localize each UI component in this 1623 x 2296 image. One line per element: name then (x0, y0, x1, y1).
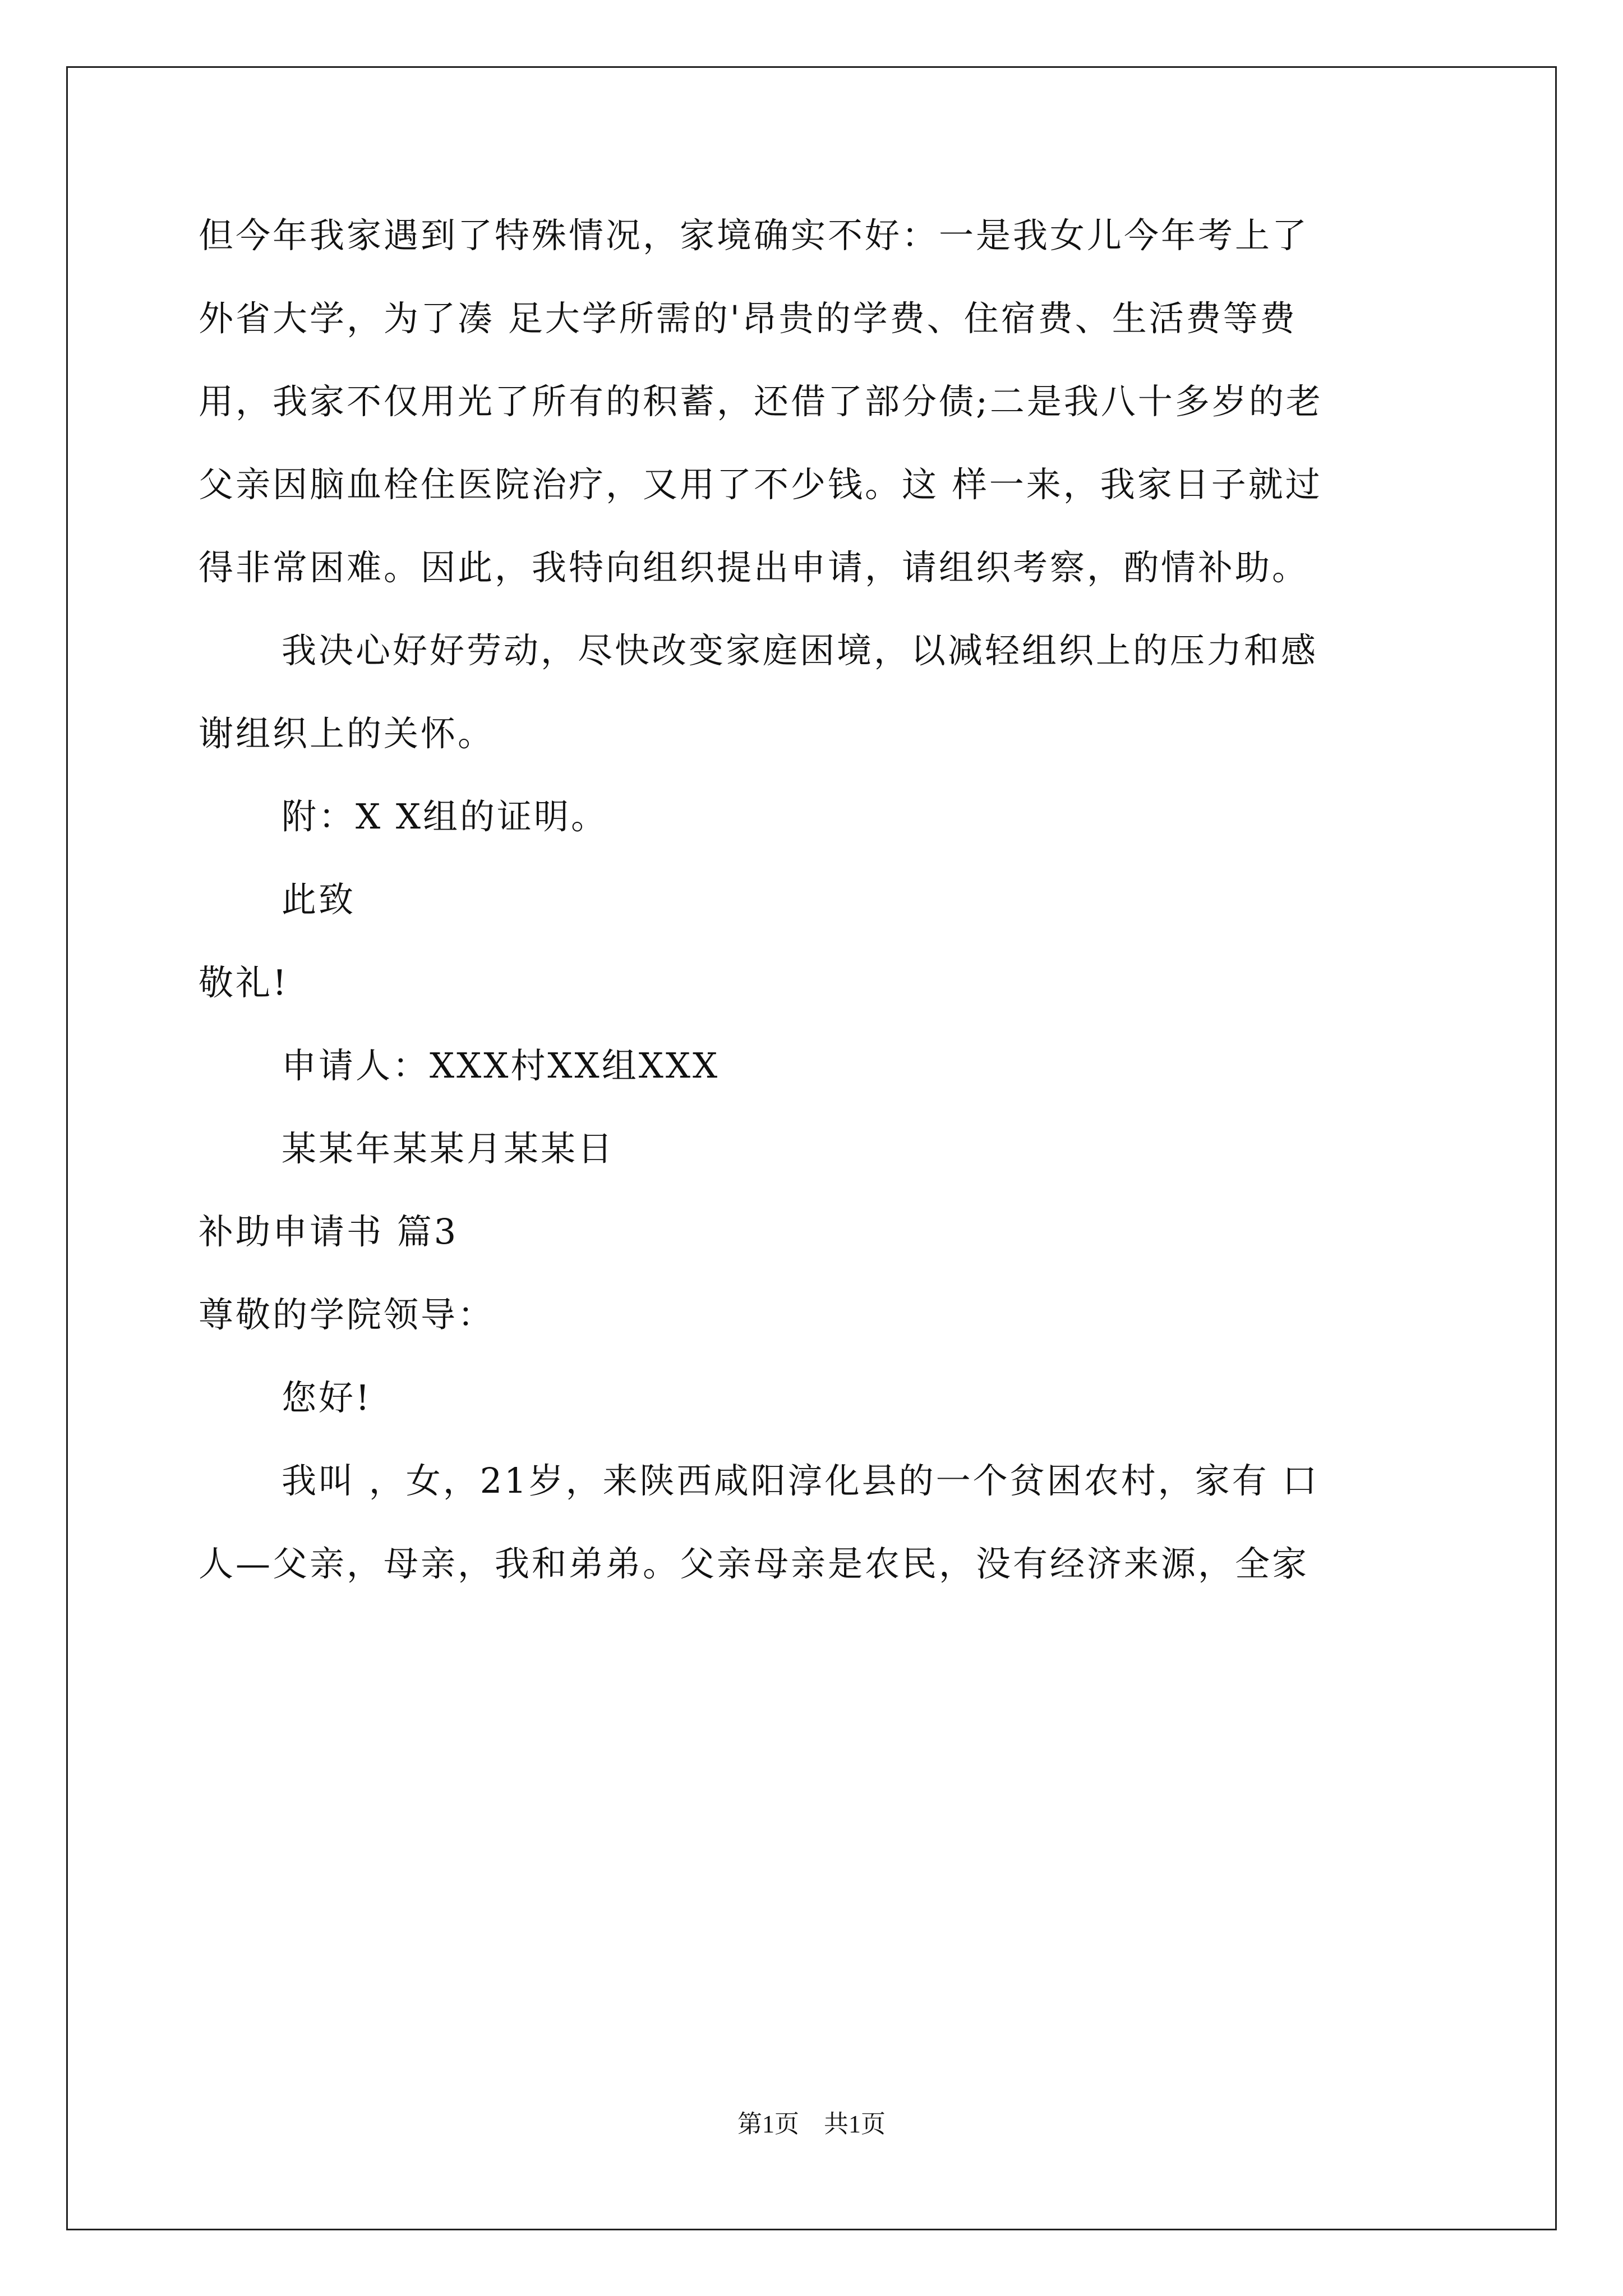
text-line-2: 外省大学，为了凑 足大学所需的'昂贵的学费、住宿费、生活费等费 (199, 298, 1297, 339)
page-footer: 第1页 共1页 (737, 2110, 886, 2138)
closing-phrase: 此致 (282, 879, 356, 920)
addressee: 尊敬的学院领导： (199, 1294, 495, 1335)
attachment-note: 附：X X组的证明。 (282, 796, 608, 837)
text-line-17: 人—父亲，母亲，我和弟弟。父亲母亲是农民，没有经济来源，全家 (199, 1543, 1310, 1584)
text-line-7: 谢组织上的关怀。 (199, 713, 495, 754)
text-line-16: 我叫 ，女，21岁，来陕西咸阳淳化县的一个贫困农村，家有 口 (282, 1460, 1320, 1501)
text-line-1: 但今年我家遇到了特殊情况，家境确实不好：一是我女儿今年考上了 (199, 215, 1310, 256)
text-line-4: 父亲因脑血栓住医院治疗，又用了不少钱。这 样一来，我家日子就过 (199, 464, 1322, 505)
applicant-signature: 申请人：XXX村XX组XXX (282, 1045, 720, 1086)
greeting: 您好! (282, 1377, 372, 1418)
text-line-6: 我决心好好劳动，尽快改变家庭困境，以减轻组织上的压力和感 (282, 630, 1318, 671)
text-line-5: 得非常困难。因此，我特向组织提出申请，请组织考察，酌情补助。 (199, 547, 1310, 588)
text-line-3: 用，我家不仅用光了所有的积蓄，还借了部分债;二是我八十多岁的老 (199, 381, 1323, 422)
section-heading: 补助申请书 篇3 (199, 1211, 459, 1252)
salutation-closing: 敬礼! (199, 962, 289, 1003)
date-line: 某某年某某月某某日 (282, 1128, 615, 1169)
